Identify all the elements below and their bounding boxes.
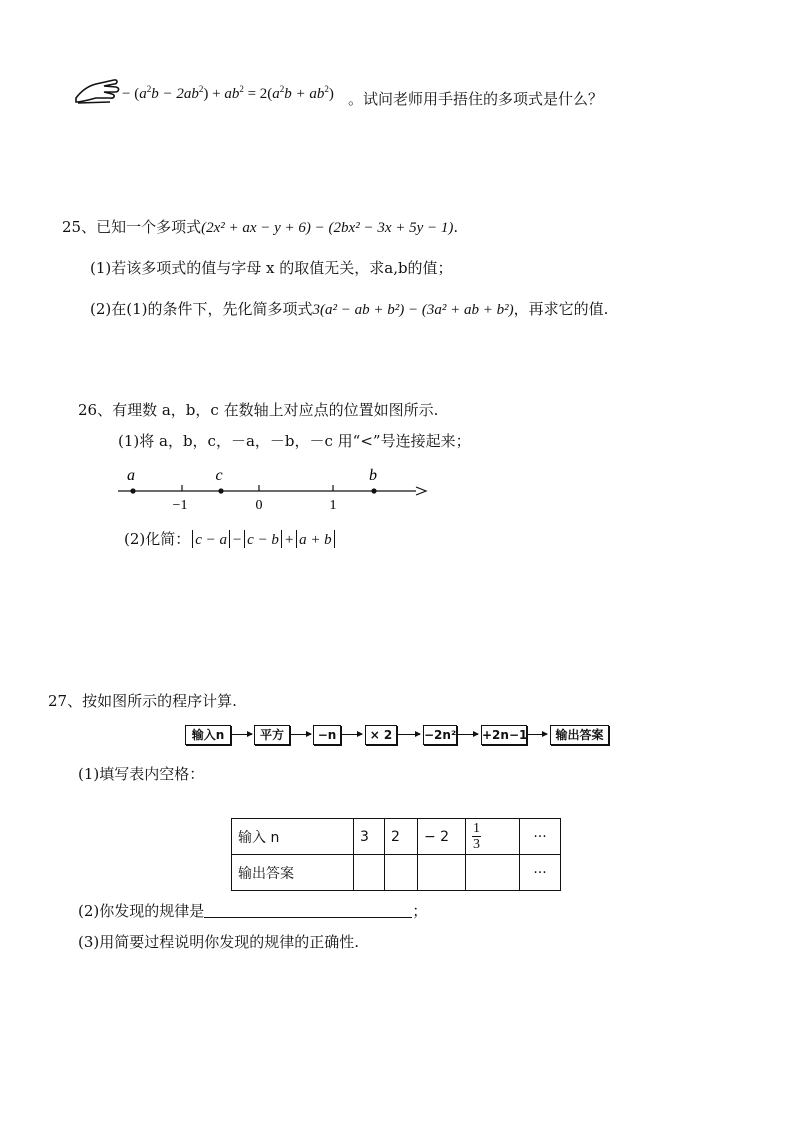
table-header-output: 输出答案	[232, 855, 354, 891]
flow-arrow	[231, 734, 252, 735]
point-b	[371, 488, 376, 493]
answer-cell[interactable]	[354, 855, 385, 891]
tick-label-1: 1	[329, 498, 337, 513]
answer-blank[interactable]	[204, 903, 412, 918]
tick-label-neg1: −1	[172, 498, 188, 513]
table-cell: 2	[385, 819, 418, 855]
table-row	[232, 819, 561, 855]
answer-cell[interactable]	[418, 855, 466, 891]
q25-part1: (1)若该多项式的值与字母 x 的取值无关，求a,b的值；	[90, 259, 453, 277]
number-line	[110, 460, 430, 520]
answer-cell[interactable]	[466, 855, 520, 891]
answer-cell[interactable]	[385, 855, 418, 891]
q24-equation: − $(a^2b - 2ab^2) + ab^2 = 2(a^2b + ab^2)$	[122, 84, 334, 102]
point-c	[218, 488, 223, 493]
tick-label-0: 0	[255, 498, 263, 513]
hand-icon	[74, 72, 120, 106]
table-cell-fraction	[466, 819, 520, 855]
point-label-c: c	[215, 467, 223, 484]
q27-stem: 27、按如图所示的程序计算.	[48, 692, 237, 710]
q27-part2: (2)你发现的规律是 ；	[78, 902, 428, 920]
q26-part2: (2)化简： c − a − c − b + a + b	[124, 528, 337, 549]
flow-minus-2n2: −2n²	[423, 725, 457, 745]
flow-output: 输出答案	[550, 725, 609, 745]
fraction: $\frac{1}{3}$	[473, 821, 480, 852]
flow-arrow	[341, 734, 362, 735]
flow-arrow	[527, 734, 547, 735]
flow-plus-2n-1: +2n−1	[481, 725, 527, 745]
flow-arrow	[397, 734, 420, 735]
point-label-a: a	[127, 467, 135, 484]
flow-minus-n: −n	[313, 725, 341, 745]
table-cell: − 2	[418, 819, 466, 855]
q24-question-text: 。试问老师用手捂住的多项式是什么？	[348, 90, 604, 108]
flow-arrow	[457, 734, 478, 735]
flow-times-2: × 2	[365, 725, 397, 745]
q27-part3: (3)用简要过程说明你发现的规律的正确性.	[78, 933, 360, 951]
table-cell-ellipsis: ···	[520, 855, 561, 891]
flow-square: 平方	[254, 725, 290, 745]
table-cell-ellipsis: ···	[520, 819, 561, 855]
table-header-input: 输入 n	[232, 819, 354, 855]
flow-input-n: 输入n	[185, 725, 231, 745]
table-cell: 3	[354, 819, 385, 855]
q26-stem: 26、有理数 a，b，c 在数轴上对应点的位置如图所示.	[78, 401, 439, 419]
table-row	[232, 855, 561, 891]
q25-part2: (2)在(1)的条件下，先化简多项式3(a² − ab + b²) − (3a² + ab + b²)，再求它的值.	[90, 300, 609, 318]
q25-stem: 25、已知一个多项式(2x² + ax − y + 6) − (2bx² − 3x + 5y − 1).	[62, 218, 459, 236]
point-a	[130, 488, 135, 493]
point-label-b: b	[369, 467, 377, 484]
q26-part1: (1)将 a，b，c，－a，－b，－c 用“<”号连接起来；	[118, 432, 471, 450]
q27-part1: (1)填写表内空格：	[78, 765, 205, 783]
flow-arrow	[290, 734, 311, 735]
io-table	[231, 818, 561, 891]
